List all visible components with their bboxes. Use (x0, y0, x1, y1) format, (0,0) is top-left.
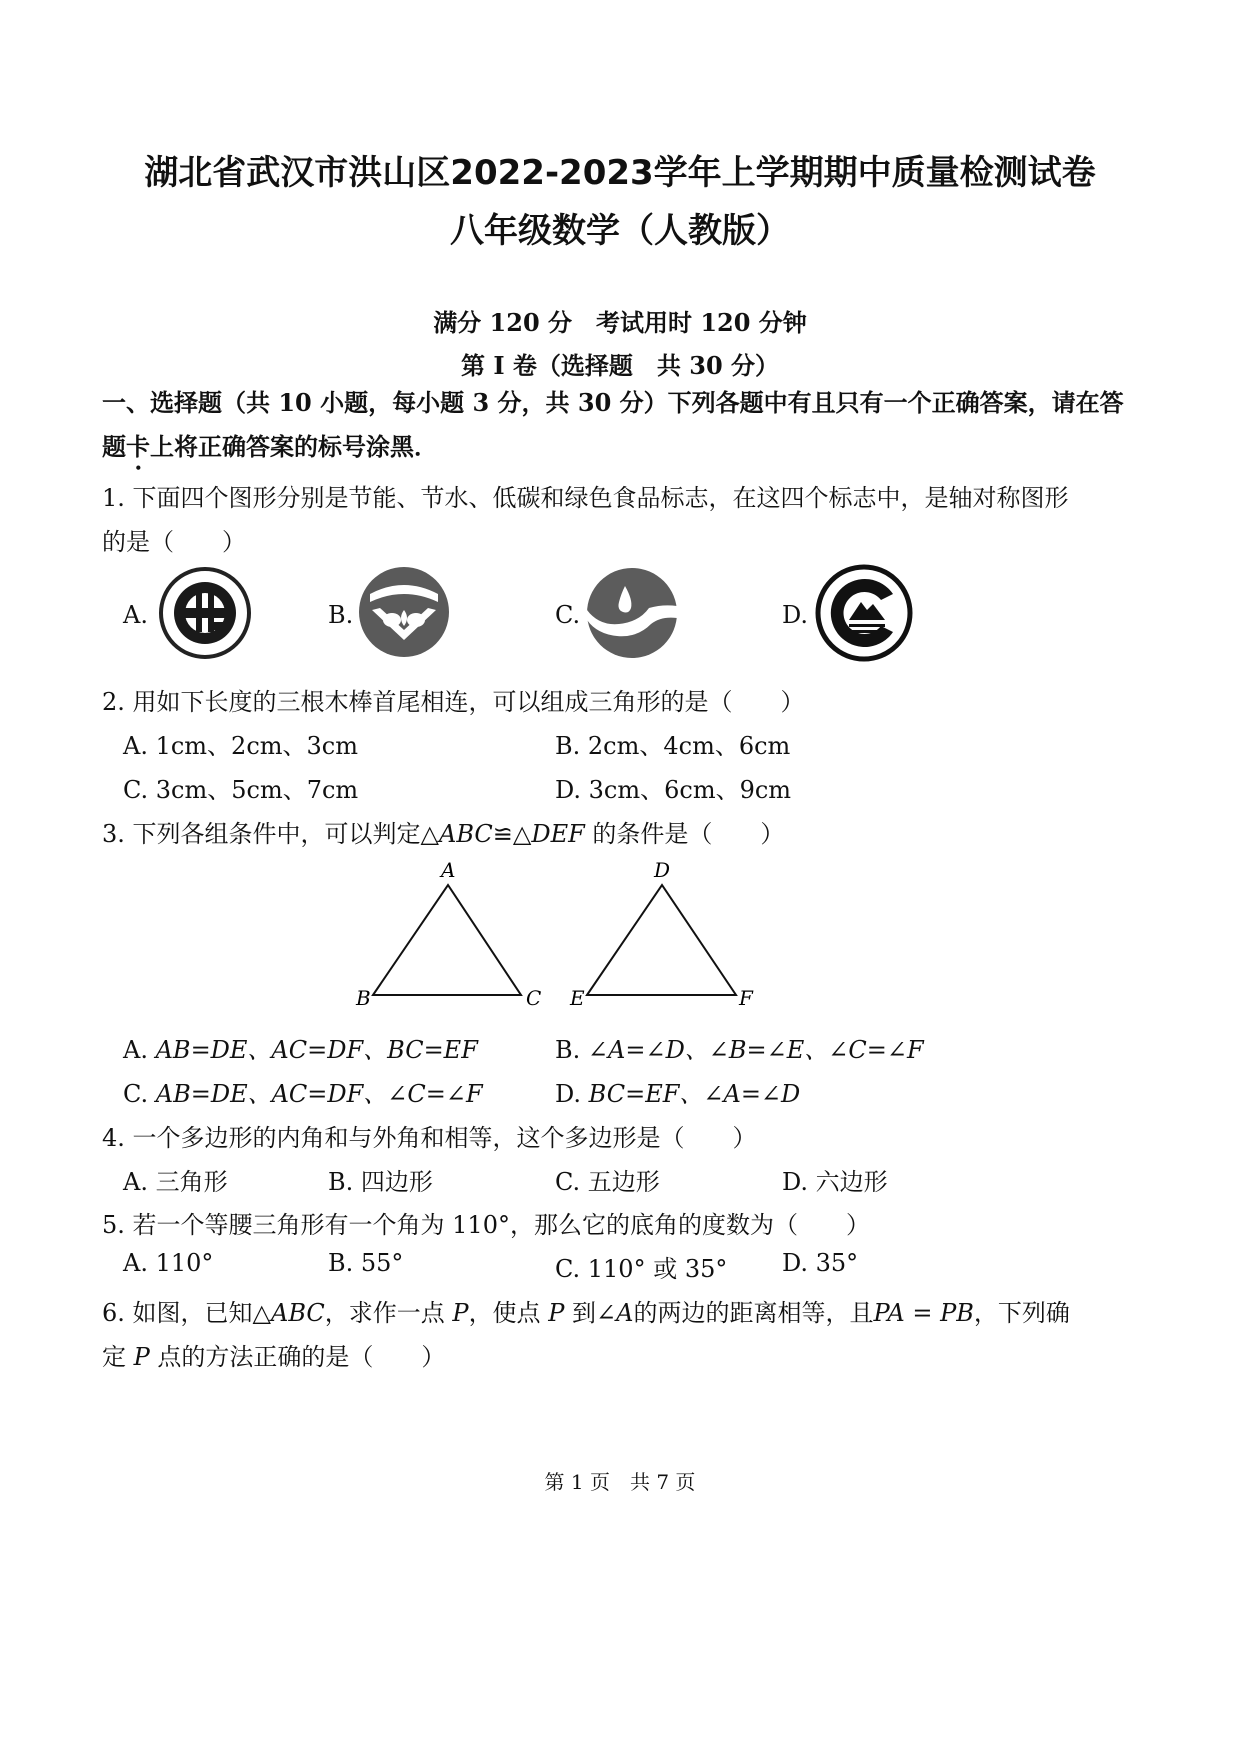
label-e: E (570, 986, 585, 1010)
q3-stem-b: 的条件是（ ） (584, 820, 785, 848)
q5-option-c: C. 110° 或 35° (555, 1255, 728, 1283)
q3-stem (102, 814, 784, 849)
q4-option-b: B. 四边形 (328, 1168, 433, 1196)
label-b: B (356, 986, 371, 1010)
q5-option-b: B. 55° (328, 1249, 404, 1277)
q6-text-7: 定 (102, 1343, 134, 1371)
q2-stem: 2. 用如下长度的三根木棒首尾相连，可以组成三角形的是（ ） (102, 688, 805, 716)
q6-stem-line2 (102, 1337, 445, 1372)
low-carbon-logo-icon (585, 566, 679, 660)
q6-var-p2: P (548, 1299, 565, 1327)
q3-stem-congruent: ≌△ (492, 820, 532, 848)
q6-stem-line1 (102, 1293, 1070, 1328)
page-footer: 第 1 页 共 7 页 (544, 1470, 696, 1494)
q1-stem-line2: 的是（ ） (102, 528, 246, 556)
q6-text-3: ，使点 (468, 1299, 549, 1327)
q6-text-4: 到 (564, 1299, 596, 1327)
intro-text-b: 上将正确答案的标号涂黑． (150, 432, 438, 461)
q1-option-b: B. (328, 601, 354, 629)
q3-option-c (123, 1074, 483, 1109)
q3-option-d-text: BC=EF、∠A=∠D (588, 1080, 801, 1108)
q3-option-c-text: AB=DE、AC=DF、∠C=∠F (155, 1080, 483, 1108)
part-title: 第 I 卷（选择题 共 30 分） (460, 351, 780, 380)
q3-stem-abc: ABC (438, 820, 493, 848)
label-a: A (441, 858, 456, 882)
q1-option-a: A. (123, 601, 148, 629)
exam-title: 湖北省武汉市洪山区2022-2023学年上学期期中质量检测试卷 (144, 153, 1096, 193)
exam-subtitle: 八年级数学（人教版） (450, 211, 790, 251)
label-d: D (654, 858, 671, 882)
triangle-abc (373, 885, 521, 995)
q4-option-a: A. 三角形 (123, 1168, 228, 1196)
q6-text-2: ，求作一点 (324, 1299, 453, 1327)
triangle-def (587, 885, 736, 995)
q3-option-c-letter: C. (123, 1080, 156, 1108)
q3-option-d-letter: D. (555, 1080, 589, 1108)
q5-option-d: D. 35° (782, 1249, 859, 1277)
q6-angle-a: ∠A (596, 1299, 634, 1327)
q6-triangle-abc: △ABC (252, 1299, 325, 1327)
q1-option-c: C. (555, 601, 581, 629)
q4-option-d: D. 六边形 (782, 1168, 888, 1196)
q6-text-6: ，下列确 (973, 1299, 1070, 1327)
q6-var-p3: P (133, 1343, 150, 1371)
label-c: C (526, 986, 542, 1010)
section-intro-line2 (102, 427, 438, 475)
q6-var-p1: P (452, 1299, 469, 1327)
q3-option-a-letter: A. (123, 1036, 156, 1064)
q6-text-1: 6. 如图，已知 (102, 1299, 253, 1327)
q2-option-b: B. 2cm、4cm、6cm (555, 732, 791, 760)
section-intro-line1: 一、选择题（共 10 小题，每小题 3 分，共 30 分）下列各题中有且只有一个正确答案，请在答 (102, 388, 1124, 417)
energy-saving-logo-icon (158, 566, 252, 660)
q3-stem-a: 3. 下列各组条件中，可以判定△ (102, 820, 439, 848)
q3-option-d (555, 1074, 800, 1109)
green-food-logo-icon (815, 564, 913, 662)
intro-text-a: 题 (102, 432, 126, 461)
q4-stem: 4. 一个多边形的内角和与外角和相等，这个多边形是（ ） (102, 1124, 757, 1152)
q5-stem: 5. 若一个等腰三角形有一个角为 110°，那么它的底角的度数为（ ） (102, 1211, 870, 1239)
water-saving-logo-icon (356, 566, 452, 658)
q2-option-a: A. 1cm、2cm、3cm (123, 732, 358, 760)
q3-option-a (123, 1030, 478, 1065)
q3-option-b-text: ∠A=∠D、∠B=∠E、∠C=∠F (587, 1036, 924, 1064)
q3-stem-def: DEF (531, 820, 585, 848)
q2-option-d: D. 3cm、6cm、9cm (555, 776, 792, 804)
q6-text-5: 的两边的距离相等，且 (633, 1299, 874, 1327)
q1-option-d: D. (782, 601, 809, 629)
label-f: F (739, 986, 753, 1010)
q6-text-8: 点的方法正确的是（ ） (149, 1343, 446, 1371)
q3-option-a-text: AB=DE、AC=DF、BC=EF (155, 1036, 478, 1064)
intro-text-emph: 卡 (126, 432, 150, 461)
q5-option-a: A. 110° (123, 1249, 214, 1277)
q3-option-b-letter: B. (555, 1036, 588, 1064)
q6-equation: PA = PB (873, 1299, 974, 1327)
q3-triangles-figure (340, 855, 780, 1015)
q2-option-c: C. 3cm、5cm、7cm (123, 776, 359, 804)
exam-info: 满分 120 分 考试用时 120 分钟 (433, 308, 807, 337)
q4-option-c: C. 五边形 (555, 1168, 660, 1196)
q1-stem-line1: 1. 下面四个图形分别是节能、节水、低碳和绿色食品标志，在这四个标志中，是轴对称图形 (102, 484, 1069, 512)
q3-option-b (555, 1030, 924, 1065)
